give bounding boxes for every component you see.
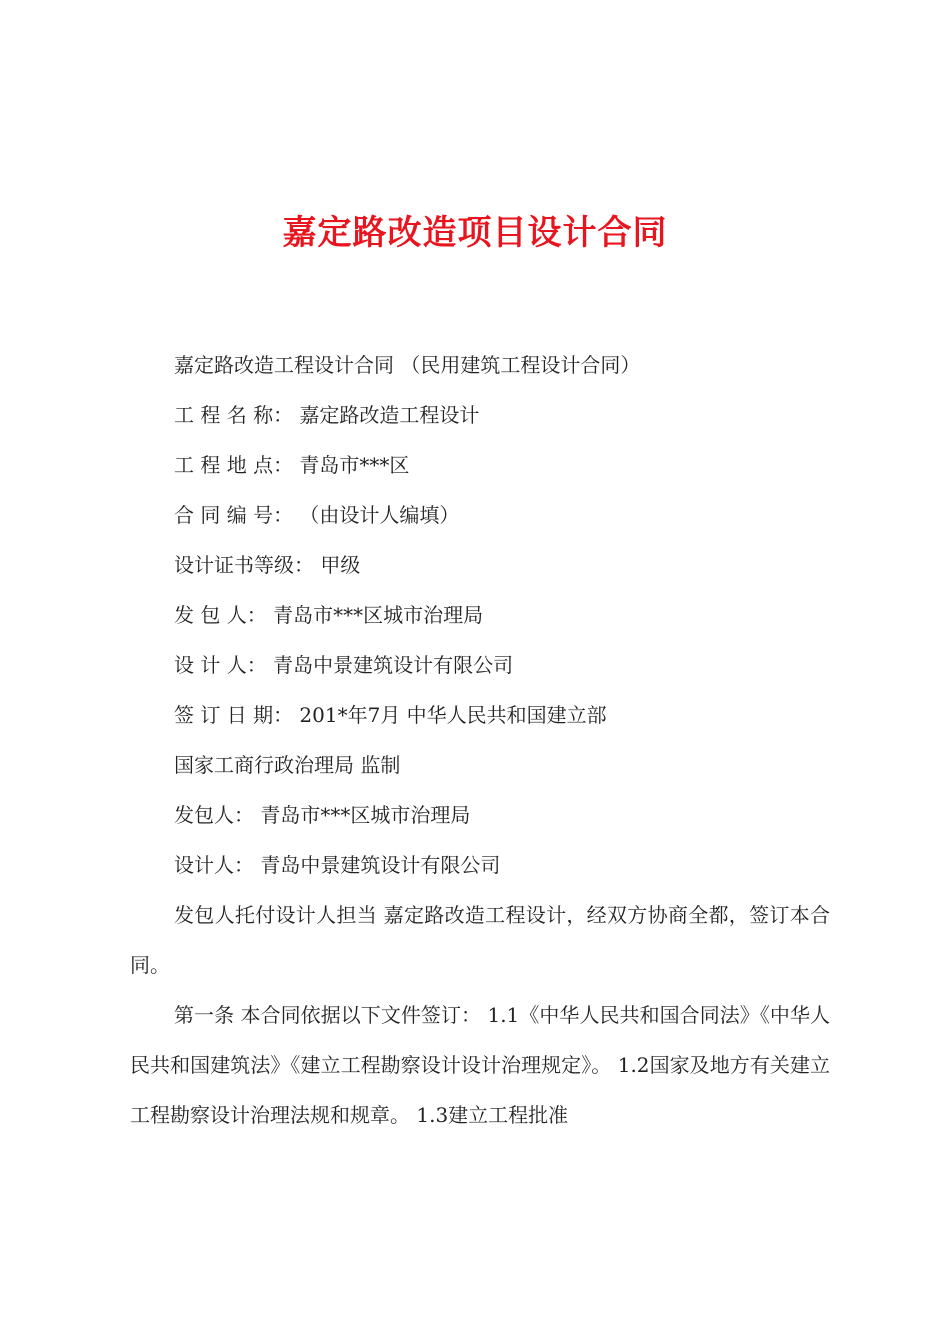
client-short-line: 发包人： 青岛市***区城市治理局 bbox=[174, 803, 471, 827]
designer-line: 设 计 人： 青岛中景建筑设计有限公司 bbox=[174, 653, 514, 677]
project-name-line: 工 程 名 称： 嘉定路改造工程设计 bbox=[174, 403, 480, 427]
designer-short-line: 设计人： 青岛中景建筑设计有限公司 bbox=[174, 853, 501, 877]
intro-paragraph: 发包人托付设计人担当 嘉定路改造工程设计，经双方协商全都，签订本合同。 bbox=[130, 903, 830, 977]
project-location-line: 工 程 地 点： 青岛市***区 bbox=[174, 453, 410, 477]
certificate-grade-line: 设计证书等级： 甲级 bbox=[174, 553, 361, 577]
signing-date-line: 签 订 日 期： 201*年7月 中华人民共和国建立部 bbox=[174, 703, 607, 727]
contract-number-line: 合 同 编 号： （由设计人编填） bbox=[174, 503, 460, 527]
supervisor-line: 国家工商行政治理局 监制 bbox=[174, 753, 401, 777]
article-one-paragraph: 第一条 本合同依据以下文件签订： 1.1《中华人民共和国合同法》《中华人民共和国建筑法》《建立工程勘察设计设计治理规定》。 1.2国家及地方有关建立工程勘察设计治理法规和规章。 1.3建立工程批准 bbox=[130, 1003, 830, 1127]
client-line: 发 包 人： 青岛市***区城市治理局 bbox=[174, 603, 484, 627]
contract-subtitle: 嘉定路改造工程设计合同 （民用建筑工程设计合同） bbox=[174, 353, 641, 377]
document-body bbox=[130, 340, 830, 1140]
document-title: 嘉定路改造项目设计合同 bbox=[282, 213, 668, 253]
